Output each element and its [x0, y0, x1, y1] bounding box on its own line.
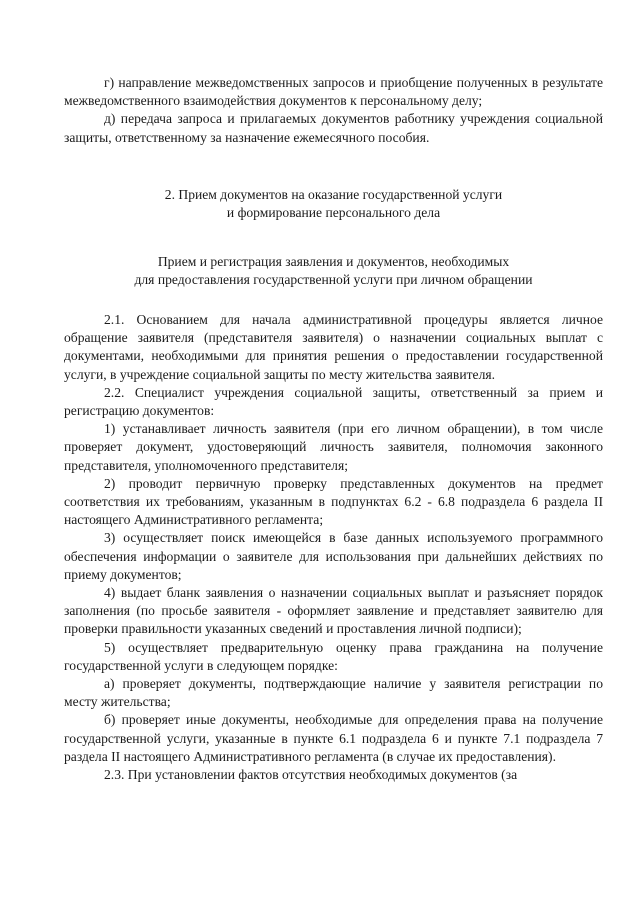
paragraph-2-2: 2.2. Специалист учреждения социальной защиты, ответственный за прием и регистрацию документов: [64, 384, 603, 419]
paragraph-subitem-1: 1) устанавливает личность заявителя (при его личном обращении), в том числе проверяет документ, удостоверяющий личность заявителя, полномочия законного представителя, уполномоченного представителя; [64, 421, 603, 473]
paragraph-2-1: 2.1. Основанием для начала административной процедуры является личное обращение заявителя (представителя заявителя) о назначении социальных выплат с документами, необходимыми для принятия решения о предоставлении государственной услуги, в учреждение социальной защиты по месту жительства заявителя. [64, 312, 603, 382]
subsection-title-line-2: для предоставления государственной услуги при личном обращении [134, 272, 533, 288]
subsection-heading [64, 253, 603, 289]
intro-block [64, 74, 603, 147]
paragraph-item-d: д) передача запроса и прилагаемых документов работнику учреждения социальной защиты, ответственному за назначение ежемесячного пособия. [64, 111, 603, 145]
body-block [64, 311, 603, 784]
section-heading [64, 186, 603, 222]
paragraph-subitem-4: 4) выдает бланк заявления о назначении социальных выплат и разъясняет порядок заполнения (по просьбе заявителя - оформляет заявление и представляет заявителю для проверки правильности указанных сведений и проставления личной подписи); [64, 585, 603, 637]
paragraph-subitem-2: 2) проводит первичную проверку представленных документов на предмет соответствия их требованиям, указанным в подпунктах 6.2 - 6.8 подраздела 6 раздела II настоящего Административного регламента; [64, 475, 603, 528]
section-title-line-2: и формирование персонального дела [226, 205, 441, 221]
subsection-title-line-1: Прием и регистрация заявления и документов, необходимых [157, 254, 510, 269]
paragraph-subitem-b: б) проверяет иные документы, необходимые для определения права на получение государственной услуги, указанные в пункте 6.1 подраздела 6 и пункте 7.1 подраздела 7 раздела II настоящего Административного регламента (в случае их предоставления). [64, 712, 603, 764]
paragraph-subitem-5: 5) осуществляет предварительную оценку права гражданина на получение государственной услуги в следующем порядке: [64, 639, 603, 673]
paragraph-item-g: г) направление межведомственных запросов и приобщение полученных в результате межведомственного взаимодействия документов к персональному делу; [64, 75, 603, 109]
paragraph-2-3: 2.3. При установлении фактов отсутствия необходимых документов (за [104, 767, 518, 783]
paragraph-subitem-3: 3) осуществляет поиск имеющейся в базе данных используемого программного обеспечения информации о заявителе для использования при дальнейших действиях по приему документов; [64, 530, 603, 582]
paragraph-subitem-a: а) проверяет документы, подтверждающие наличие у заявителя регистрации по месту жительства; [64, 676, 603, 710]
section-title-line-1: 2. Прием документов на оказание государственной услуги [164, 187, 503, 202]
